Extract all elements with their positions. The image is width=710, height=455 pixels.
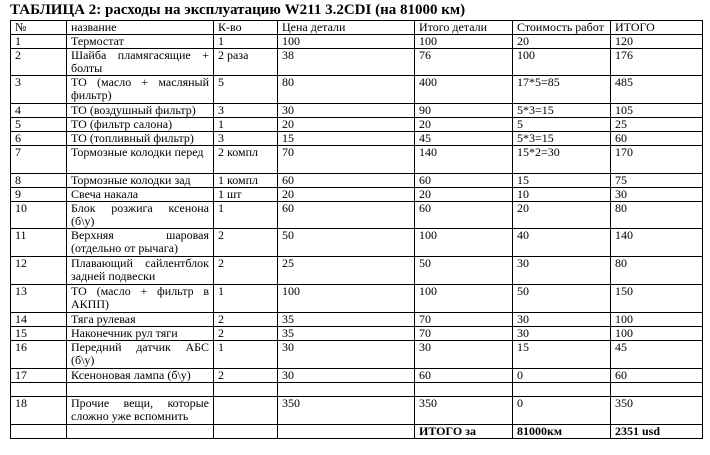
table-cell <box>278 425 415 439</box>
header-cell: К-во <box>214 21 278 35</box>
cell-price: 30 <box>278 104 415 118</box>
cell-name: Шайба пламягасящие + болты <box>67 49 214 76</box>
cell-n: 17 <box>11 369 67 383</box>
cell-total: 80 <box>611 257 703 285</box>
cell-qty: 1 шт <box>214 188 278 202</box>
cell-price: 25 <box>278 257 415 285</box>
cell-total: 60 <box>611 132 703 146</box>
cell-parts-total <box>415 383 513 397</box>
cell-labor: 15 <box>513 174 611 188</box>
cell-name: Наконечник рул тяги <box>67 327 214 341</box>
cell-total: 30 <box>611 188 703 202</box>
cell-total: 60 <box>611 369 703 383</box>
cell-parts-total: 100 <box>415 285 513 313</box>
cell-total: 350 <box>611 397 703 425</box>
cell-parts-total: 90 <box>415 104 513 118</box>
cell-labor: 100 <box>513 49 611 76</box>
cell-n: 9 <box>11 188 67 202</box>
table-title: ТАБЛИЦА 2: расходы на эксплуатацию W211 3.2CDI (на 81000 км) <box>10 2 466 18</box>
cell-name: Свеча накала <box>67 188 214 202</box>
cell-parts-total: 45 <box>415 132 513 146</box>
header-cell: Стоимость работ <box>513 21 611 35</box>
cell-labor: 30 <box>513 327 611 341</box>
cell-name: ТО (фильтр салона) <box>67 118 214 132</box>
cell-price: 60 <box>278 202 415 229</box>
cell-qty: 1 <box>214 341 278 369</box>
cell-total: 140 <box>611 229 703 257</box>
cell-price: 20 <box>278 118 415 132</box>
cell-price: 100 <box>278 285 415 313</box>
cell-parts-total: 30 <box>415 341 513 369</box>
cell-parts-total: 350 <box>415 397 513 425</box>
table-row <box>11 35 703 49</box>
cell-qty: 5 <box>214 76 278 104</box>
cell-labor <box>513 383 611 397</box>
cell-n: 10 <box>11 202 67 229</box>
header-cell: № <box>11 21 67 35</box>
cell-parts-total: 60 <box>415 202 513 229</box>
table-cell <box>214 425 278 439</box>
cell-parts-total: 60 <box>415 174 513 188</box>
header-cell: ИТОГО <box>611 21 703 35</box>
cell-parts-total: 100 <box>415 35 513 49</box>
cell-total: 150 <box>611 285 703 313</box>
cell-parts-total: 20 <box>415 188 513 202</box>
cell-n: 14 <box>11 313 67 327</box>
cell-n: 15 <box>11 327 67 341</box>
cell-total: 170 <box>611 146 703 174</box>
table-row <box>11 257 703 285</box>
cell-price: 80 <box>278 76 415 104</box>
cell-qty: 1 <box>214 202 278 229</box>
table-cell <box>67 425 214 439</box>
table-row <box>11 369 703 383</box>
cell-name: Прочие вещи, которые сложно уже вспомнить <box>67 397 214 425</box>
cell-total: 100 <box>611 313 703 327</box>
cell-parts-total: 140 <box>415 146 513 174</box>
cell-n: 12 <box>11 257 67 285</box>
cell-total: 25 <box>611 118 703 132</box>
cell-n: 2 <box>11 49 67 76</box>
cell-labor: 20 <box>513 35 611 49</box>
cell-total: 80 <box>611 202 703 229</box>
cell-price: 20 <box>278 188 415 202</box>
cell-price: 30 <box>278 369 415 383</box>
cell-name: Ксеноновая лампа (б\у) <box>67 369 214 383</box>
cell-n: 4 <box>11 104 67 118</box>
cell-labor: 40 <box>513 229 611 257</box>
cell-price: 30 <box>278 341 415 369</box>
cell-n <box>11 383 67 397</box>
cell-parts-total: 70 <box>415 327 513 341</box>
cell-parts-total: 20 <box>415 118 513 132</box>
expenses-table <box>10 20 703 439</box>
header-cell: название <box>67 21 214 35</box>
cell-labor: 0 <box>513 397 611 425</box>
cell-qty: 1 <box>214 35 278 49</box>
cell-qty <box>214 383 278 397</box>
cell-qty: 2 компл <box>214 146 278 174</box>
table-row <box>11 174 703 188</box>
cell-qty: 2 <box>214 229 278 257</box>
cell-price: 60 <box>278 174 415 188</box>
table-row <box>11 383 703 397</box>
cell-name: Тяга рулевая <box>67 313 214 327</box>
cell-total: 120 <box>611 35 703 49</box>
cell-qty <box>214 397 278 425</box>
cell-labor: 15*2=30 <box>513 146 611 174</box>
cell-qty: 2 <box>214 327 278 341</box>
cell-price: 35 <box>278 313 415 327</box>
table-row <box>11 202 703 229</box>
cell-price: 35 <box>278 327 415 341</box>
cell-qty: 3 <box>214 132 278 146</box>
footer-label: ИТОГО за <box>415 425 513 439</box>
cell-total: 105 <box>611 104 703 118</box>
cell-labor: 0 <box>513 369 611 383</box>
cell-name: ТО (масло + фильтр в АКПП) <box>67 285 214 313</box>
cell-total: 75 <box>611 174 703 188</box>
cell-n: 1 <box>11 35 67 49</box>
cell-qty: 2 раза <box>214 49 278 76</box>
cell-parts-total: 100 <box>415 229 513 257</box>
table-row <box>11 104 703 118</box>
cell-n: 16 <box>11 341 67 369</box>
cell-total: 45 <box>611 341 703 369</box>
table-row <box>11 229 703 257</box>
cell-labor: 5*3=15 <box>513 132 611 146</box>
cell-labor: 30 <box>513 257 611 285</box>
cell-total: 485 <box>611 76 703 104</box>
cell-qty: 1 компл <box>214 174 278 188</box>
cell-name: Плавающий сайлентблок задней подвески <box>67 257 214 285</box>
cell-name: Термостат <box>67 35 214 49</box>
cell-n: 3 <box>11 76 67 104</box>
table-row <box>11 132 703 146</box>
cell-qty: 2 <box>214 257 278 285</box>
cell-qty: 1 <box>214 118 278 132</box>
cell-name: Блок розжига ксенона (б\у) <box>67 202 214 229</box>
table-row <box>11 49 703 76</box>
table-row <box>11 341 703 369</box>
table-row <box>11 327 703 341</box>
cell-n: 11 <box>11 229 67 257</box>
table-cell <box>11 425 67 439</box>
cell-qty: 2 <box>214 369 278 383</box>
table-row <box>11 118 703 132</box>
cell-labor: 5*3=15 <box>513 104 611 118</box>
table-row <box>11 146 703 174</box>
cell-price: 70 <box>278 146 415 174</box>
footer-km: 81000км <box>513 425 611 439</box>
cell-parts-total: 60 <box>415 369 513 383</box>
cell-qty: 1 <box>214 285 278 313</box>
header-row <box>11 21 703 35</box>
cell-qty: 2 <box>214 313 278 327</box>
cell-labor: 10 <box>513 188 611 202</box>
cell-n: 5 <box>11 118 67 132</box>
table-row <box>11 397 703 425</box>
cell-name: Тормозные колодки зад <box>67 174 214 188</box>
cell-name: Передний датчик АБС (б\у) <box>67 341 214 369</box>
cell-labor: 17*5=85 <box>513 76 611 104</box>
cell-parts-total: 70 <box>415 313 513 327</box>
cell-n: 6 <box>11 132 67 146</box>
cell-parts-total: 50 <box>415 257 513 285</box>
cell-total: 100 <box>611 327 703 341</box>
cell-price: 100 <box>278 35 415 49</box>
cell-labor: 30 <box>513 313 611 327</box>
cell-name: ТО (воздушный фильтр) <box>67 104 214 118</box>
cell-price: 50 <box>278 229 415 257</box>
cell-labor: 50 <box>513 285 611 313</box>
cell-price: 350 <box>278 397 415 425</box>
footer-row <box>11 425 703 439</box>
cell-price: 38 <box>278 49 415 76</box>
table-row <box>11 285 703 313</box>
cell-n: 13 <box>11 285 67 313</box>
table-row <box>11 313 703 327</box>
header-cell: Итого детали <box>415 21 513 35</box>
cell-labor: 15 <box>513 341 611 369</box>
cell-name: Верхняя шаровая (отдельно от рычага) <box>67 229 214 257</box>
cell-labor: 20 <box>513 202 611 229</box>
cell-price <box>278 383 415 397</box>
header-cell: Цена детали <box>278 21 415 35</box>
cell-name: Тормозные колодки перед <box>67 146 214 174</box>
cell-qty: 3 <box>214 104 278 118</box>
cell-price: 15 <box>278 132 415 146</box>
cell-n: 7 <box>11 146 67 174</box>
cell-parts-total: 76 <box>415 49 513 76</box>
cell-n: 18 <box>11 397 67 425</box>
cell-name: ТО (масло + масляный фильтр) <box>67 76 214 104</box>
cell-n: 8 <box>11 174 67 188</box>
table-row <box>11 76 703 104</box>
cell-name <box>67 383 214 397</box>
cell-parts-total: 400 <box>415 76 513 104</box>
cell-name: ТО (топливный фильтр) <box>67 132 214 146</box>
table-row <box>11 188 703 202</box>
cell-total: 176 <box>611 49 703 76</box>
footer-sum: 2351 usd <box>611 425 703 439</box>
cell-total <box>611 383 703 397</box>
cell-labor: 5 <box>513 118 611 132</box>
